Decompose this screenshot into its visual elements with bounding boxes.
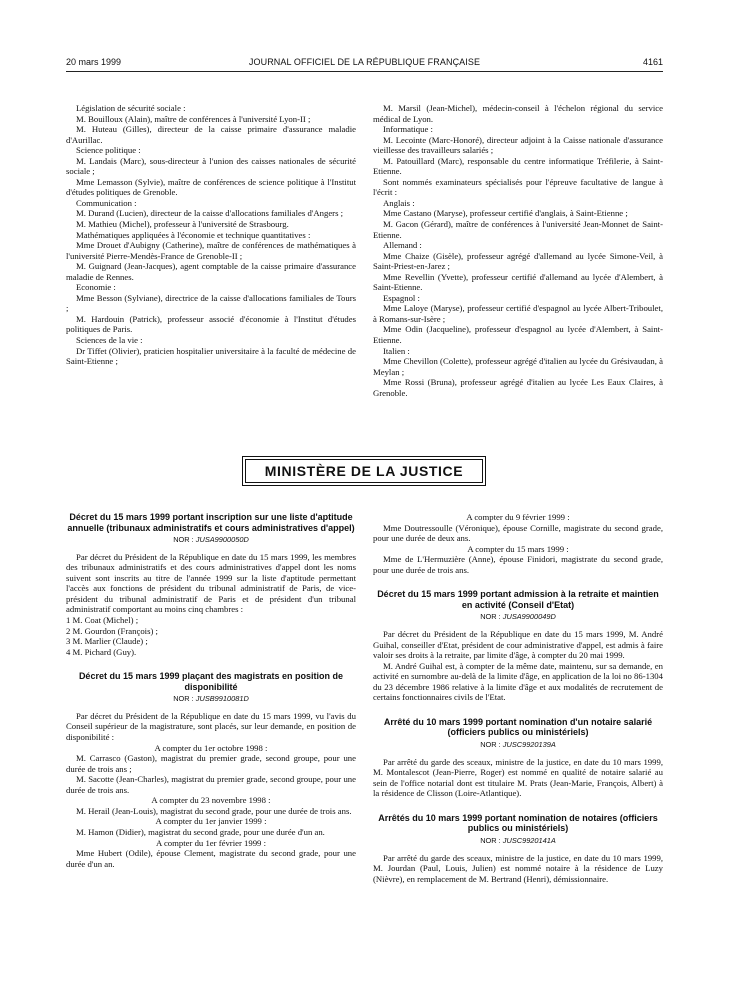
nor-label: NOR :	[173, 694, 196, 704]
decree3-paragraph-1: Par décret du Président de la République en date du 15 mars 1999, M. André Guihal, conseiller d'Etat, président de cour administrative d'appel, est admis à faire valoir ses droits à la retraite, par limite d'âge, à compter du 20 mai 1999.	[373, 629, 663, 661]
decree2-continuation	[373, 512, 663, 575]
nor-code: JUSC9920141A	[502, 835, 556, 845]
top-right-column	[373, 103, 663, 429]
decree3-title: Décret du 15 mars 1999 portant admission à la retraite et maintien en activité (Conseil d'Etat)	[377, 589, 659, 610]
decree2-items	[66, 743, 356, 870]
arrete2-nor	[373, 836, 663, 847]
decree3-paragraph-2: M. André Guihal est, à compter de la même date, maintenu, sur sa demande, en activité en surnombre au-delà de la limite d'âge, en application de la loi no 86-1304 du 23 décembre 1986 relative à la limite d'âge et aux modalités de recrutement de certains fonctionnaires civils de l'Etat.	[373, 660, 663, 703]
entry-paragraph: M. Patouillard (Marc), responsable du centre informatique Tréfilerie, à Saint-Etienne.	[373, 155, 663, 177]
nor-code: JUSB9910081D	[195, 694, 249, 704]
entry-paragraph: Sont nommés examinateurs spécialisés pour l'épreuve facultative de langue à l'écrit :	[373, 176, 663, 198]
entry-paragraph: Mme Castano (Maryse), professeur certifié d'anglais, à Saint-Etienne ;	[383, 208, 628, 219]
top-left-column	[66, 103, 356, 429]
entry-paragraph: M. Mathieu (Michel), professeur à l'université de Strasbourg.	[76, 219, 289, 230]
entry-paragraph: M. Carrasco (Gaston), magistrat du premier grade, second groupe, pour une durée de trois ans ;	[66, 753, 356, 774]
entry-paragraph: Science politique :	[76, 145, 141, 156]
nor-label: NOR :	[173, 535, 196, 545]
arrete2-title: Arrêtés du 10 mars 1999 portant nomination de notaires (officiers publics ou ministériels)	[378, 812, 658, 834]
nor-code: JUSA9900049D	[502, 612, 556, 622]
entry-paragraph: A compter du 23 novembre 1998 :	[151, 795, 271, 806]
bottom-right-column	[373, 512, 663, 962]
decree2-body: Par décret du Président de la République en date du 15 mars 1999, vu l'avis du Conseil supérieur de la magistrature, sont placés, sur leur demande, en position de disponibilité :	[66, 710, 356, 743]
entry-paragraph: Mme Revellin (Yvette), professeur certifié d'allemand au lycée d'Alembert, à Saint-Etienne.	[373, 271, 663, 293]
list-item: 1 M. Coat (Michel) ;	[66, 615, 139, 626]
list-item: 2 M. Gourdon (François) ;	[66, 625, 158, 636]
nor-code: JUSC9920139A	[502, 740, 556, 750]
entry-paragraph: M. Hardouin (Patrick), professeur associé d'économie à l'Institut d'études politiques de Paris.	[66, 313, 356, 335]
header-rule	[66, 71, 663, 72]
entry-paragraph: Communication :	[76, 197, 137, 208]
decree2-title: Décret du 15 mars 1999 plaçant des magistrats en position de disponibilité	[78, 671, 344, 692]
entry-paragraph: Anglais :	[383, 197, 415, 208]
entry-paragraph: Sciences de la vie :	[76, 335, 143, 346]
list-item: 3 M. Marlier (Claude) ;	[66, 636, 148, 647]
entry-paragraph: M. Bouilloux (Alain), maître de conférences à l'université Lyon-II ;	[76, 113, 311, 124]
ministry-title: MINISTÈRE DE LA JUSTICE	[264, 463, 464, 479]
arrete2-body: Par arrêté du garde des sceaux, ministre de la justice, en date du 10 mars 1999, M. Jourdan (Paul, Louis, Julien) est nommé notaire à la résidence de Luzy (Nièvre), en remplacement de M. Bertrand (Henri), démissionnaire.	[373, 852, 663, 884]
entry-paragraph: Mme Doutressoulle (Véronique), épouse Cornille, magistrate du second grade, pour une durée de deux ans.	[373, 522, 663, 544]
entry-paragraph: M. Guignard (Jean-Jacques), agent comptable de la caisse primaire d'assurance maladie de Rennes.	[66, 261, 356, 282]
entry-paragraph: Allemand :	[383, 240, 422, 251]
entry-paragraph: Italien :	[383, 345, 410, 356]
arrete1-nor	[373, 740, 663, 751]
entry-paragraph: Mme Odin (Jacqueline), professeur d'espagnol au lycée d'Alembert, à Saint-Etienne.	[373, 324, 663, 346]
entry-paragraph: A compter du 1er février 1999 :	[155, 837, 266, 848]
entry-paragraph: Mme Chevillon (Colette), professeur agrégé d'italien au lycée du Grésivaudan, à Meylan ;	[373, 356, 663, 377]
decree3-nor	[373, 612, 663, 623]
entry-paragraph: M. Marsil (Jean-Michel), médecin-conseil à l'échelon régional du service médical de Lyon.	[373, 103, 663, 124]
entry-paragraph: Mme Besson (Sylviane), directrice de la caisse d'allocations familiales de Tours ;	[66, 292, 356, 314]
nor-label: NOR :	[480, 835, 503, 845]
entry-paragraph: Espagnol :	[383, 292, 420, 303]
entry-paragraph: M. Landais (Marc), sous-directeur à l'union des caisses nationales de sécurité sociale ;	[66, 155, 356, 177]
entry-paragraph: Mathématiques appliquées à l'économie et technique quantitatives :	[76, 229, 311, 240]
arrete1-body: Par arrêté du garde des sceaux, ministre de la justice, en date du 10 mars 1999, M. Montalescot (Jean-Pierre, Roger) est nommé en qualité de notaire salarié au sein de l'office notarial dont est titulaire M. Prats (Jean-Marie, François, Albert) à la résidence de Clisson (Loire-Atlantique).	[373, 756, 663, 799]
decree1-nor	[66, 535, 356, 546]
nor-label: NOR :	[480, 612, 503, 622]
entry-paragraph: Economie :	[76, 282, 116, 293]
entry-paragraph: A compter du 9 février 1999 :	[466, 512, 570, 522]
entry-paragraph: Mme Lemasson (Sylvie), maître de conférences de science politique à l'Institut d'études politiques de Grenoble.	[66, 176, 356, 198]
nor-code: JUSA9900050D	[195, 535, 249, 545]
entry-paragraph: A compter du 1er octobre 1998 :	[154, 742, 268, 753]
entry-paragraph: Législation de sécurité sociale :	[76, 103, 186, 113]
decree1-title: Décret du 15 mars 1999 portant inscription sur une liste d'aptitude annuelle (tribunaux administratifs et cours administratives d'appel)	[67, 512, 355, 533]
decree1-body: Par décret du Président de la République en date du 15 mars 1999, les membres des tribunaux administratifs et des cours administratives d'appel dont les noms suivent sont inscrits au titre de l'année 1999 sur la liste d'aptitude permettant l'accès aux fonctions de président du tribunal administratif de Paris, de vice-président du tribunal administratif de Paris et de président d'un tribunal administratif comportant au moins cinq chambres :	[66, 551, 356, 615]
entry-paragraph: Mme Rossi (Bruna), professeur agrégé d'italien au lycée Les Eaux Claires, à Grenoble.	[373, 377, 663, 398]
list-item: 4 M. Pichard (Guy).	[66, 646, 137, 657]
entry-paragraph: M. Lecointe (Marc-Honoré), directeur adjoint à la Caisse nationale d'assurance vieillesse des travailleurs salariés ;	[373, 134, 663, 156]
entry-paragraph: M. Huteau (Gilles), directeur de la caisse primaire d'assurance maladie d'Aurillac.	[66, 124, 356, 145]
header-page-number: 4161	[642, 57, 663, 67]
ministry-box	[245, 459, 483, 483]
entry-paragraph: Dr Tiffet (Olivier), praticien hospitalier universitaire à la faculté de médecine de Saint-Etienne ;	[66, 345, 356, 367]
entry-paragraph: Mme Chaize (Gisèle), professeur agrégé d'allemand au lycée Simone-Veil, à Saint-Priest-en-Jarez ;	[373, 250, 663, 272]
entry-paragraph: A compter du 1er janvier 1999 :	[155, 816, 267, 827]
entry-paragraph: Mme Laloye (Maryse), professeur certifié d'espagnol au lycée Albert-Triboulet, à Romans-sur-Isère ;	[373, 303, 663, 324]
entry-paragraph: A compter du 15 mars 1999 :	[467, 543, 569, 554]
entry-paragraph: M. Sacotte (Jean-Charles), magistrat du premier grade, second groupe, pour une durée de trois ans.	[66, 774, 356, 795]
entry-paragraph: M. Gacon (Gérard), maître de conférences à l'université Jean-Monnet de Saint-Etienne.	[373, 219, 663, 240]
entry-paragraph: M. Durand (Lucien), directeur de la caisse d'allocations familiales d'Angers ;	[76, 208, 344, 219]
page-header	[66, 57, 663, 71]
header-date: 20 mars 1999	[66, 57, 122, 67]
decree1-list	[66, 615, 356, 657]
entry-paragraph: Mme Drouet d'Aubigny (Catherine), maître de conférences de mathématiques à l'université Pierre-Mendès-France de Grenoble-II ;	[66, 240, 356, 261]
header-journal-title: JOURNAL OFFICIEL DE LA RÉPUBLIQUE FRANÇAISE	[248, 57, 481, 67]
nor-label: NOR :	[480, 740, 503, 750]
entry-paragraph: M. Hamon (Didier), magistrat du second grade, pour une durée d'un an.	[76, 826, 325, 837]
arrete1-title: Arrêté du 10 mars 1999 portant nomination d'un notaire salarié (officiers publics ou ministériels)	[383, 716, 653, 738]
entry-paragraph: M. Herail (Jean-Louis), magistrat du second grade, pour une durée de trois ans.	[76, 805, 352, 816]
decree2-nor	[66, 694, 356, 705]
entry-paragraph: Mme Hubert (Odile), épouse Clement, magistrate du second grade, pour une durée d'un an.	[66, 848, 356, 869]
entry-paragraph: Mme de L'Hermuzière (Anne), épouse Finidori, magistrate du second grade, pour une durée de trois ans.	[373, 554, 663, 575]
bottom-left-column	[66, 512, 356, 962]
entry-paragraph: Informatique :	[383, 124, 433, 135]
